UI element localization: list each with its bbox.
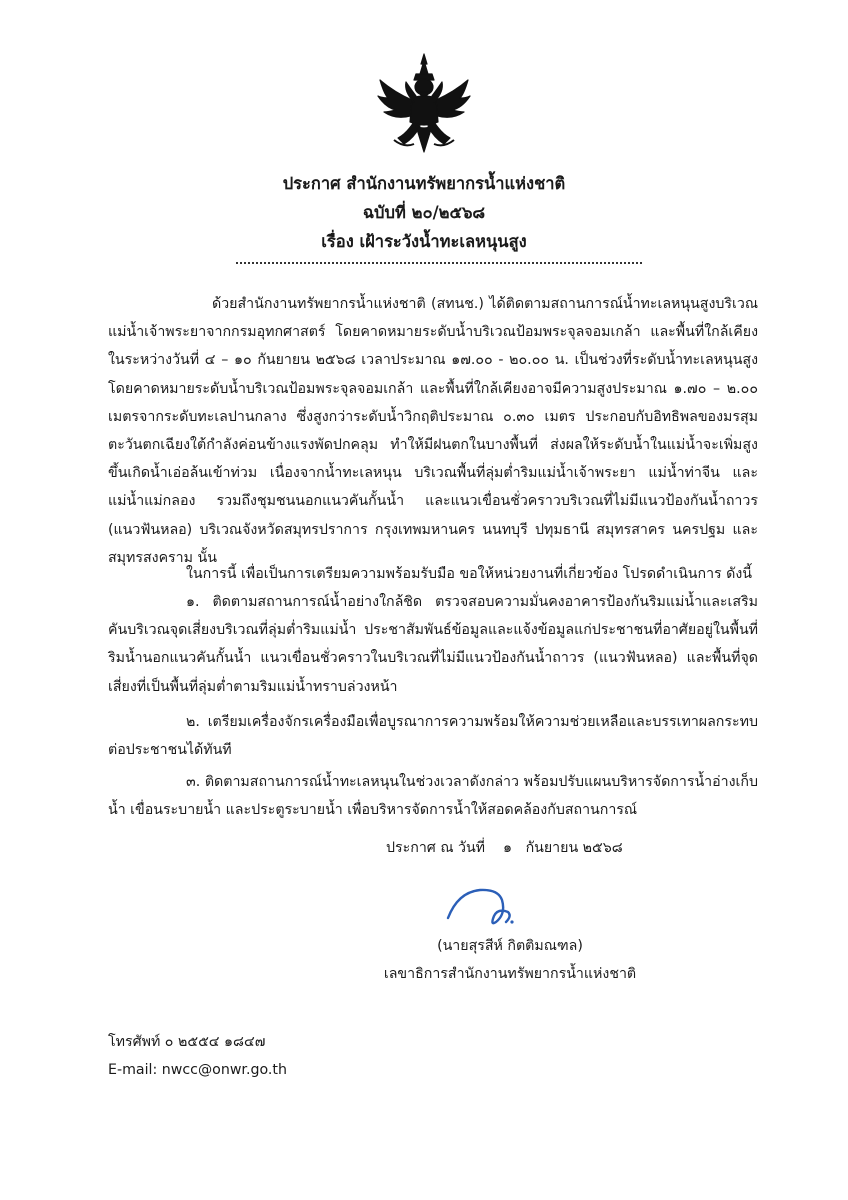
body-paragraph-2: ในการนี้ เพื่อเป็นการเตรียมความพร้อมรับมือ ขอให้หน่วยงานที่เกี่ยวข้อง โปรดดำเนินการ ดังนี้ <box>186 566 753 582</box>
contact-email[interactable]: E-mail: nwcc@onwr.go.th <box>108 1062 287 1078</box>
body-paragraph-1: ด้วยสำนักงานทรัพยากรน้ำแห่งชาติ (สทนช.) ได้ติดตามสถานการณ์น้ำทะเลหนุนสูงบริเวณแม่น้ำเจ้าพระยาจากกรมอุทกศาสตร์ โดยคาดหมายระดับน้ำบริเวณป้อมพระจุลจอมเกล้า และพื้นที่ใกล้เคียงในระหว่างวันที่ ๔ – ๑๐ กันยายน ๒๕๖๘ เวลาประมาณ ๑๗.๐๐ - ๒๐.๐๐ น. เป็นช่วงที่ระดับน้ำทะเลหนุนสูงโดยคาดหมายระดับน้ำบริเวณป้อมพระจุลจอมเกล้า และพื้นที่ใกล้เคียงอาจมีความสูงประมาณ ๑.๗๐ – ๒.๐๐ เมตรจากระดับทะเลปานกลาง ซึ่งสูงกว่าระดับน้ำวิกฤติประมาณ ๐.๓๐ เมตร ประกอบกับอิทธิพลของมรสุมตะวันตกเฉียงใต้กำลังค่อนข้างแรงพัดปกคลุม ทำให้มีฝนตกในบางพื้นที่ ส่งผลให้ระดับน้ำในแม่น้ำจะเพิ่มสูงขึ้นเกิดน้ำเอ่อล้นเข้าท่วม เนื่องจากน้ำทะเลหนุน บริเวณพื้นที่ลุ่มต่ำริมแม่น้ำเจ้าพระยา แม่น้ำท่าจีน และแม่น้ำแม่กลอง รวมถึงชุมชนนอกแนวคันกั้นน้ำ และแนวเขื่อนชั่วคราวบริเวณที่ไม่มีแนวป้องกันน้ำถาวร (แนวฟันหลอ) บริเวณจังหวัดสมุทรปราการ กรุงเทพมหานคร นนทบุรี ปทุมธานี สมุทรสาคร นครปฐม และสมุทรสงคราม นั้น <box>108 296 758 566</box>
garuda-emblem-icon <box>374 52 474 160</box>
dotted-divider <box>236 262 642 264</box>
announcement-date: ประกาศ ณ วันที่ ๑ กันยายน ๒๕๖๘ <box>386 840 623 856</box>
announcement-subject: เรื่อง เฝ้าระวังน้ำทะเลหนุนสูง <box>321 232 527 251</box>
action-item-1: ๑. ติดตามสถานการณ์น้ำอย่างใกล้ชิด ตรวจสอบความมั่นคงอาคารป้องกันริมแม่น้ำและเสริมคันบริเวณจุดเสี่ยงบริเวณที่ลุ่มต่ำริมแม่น้ำ ประชาสัมพันธ์ข้อมูลและแจ้งข้อมูลแก่ประชาชนที่อาศัยอยู่ในพื้นที่ริมน้ำนอกแนวคันกั้นน้ำ แนวเขื่อนชั่วคราวในบริเวณที่ไม่มีแนวป้องกันน้ำถาวร (แนวฟันหลอ) และพื้นที่จุดเสี่ยงที่เป็นพื้นที่ลุ่มต่ำตามริมแม่น้ำทราบล่วงหน้า <box>108 594 758 695</box>
announcement-number: ฉบับที่ ๒๐/๒๕๖๘ <box>362 203 486 222</box>
handwritten-signature <box>440 878 560 934</box>
action-item-3: ๓. ติดตามสถานการณ์น้ำทะเลหนุนในช่วงเวลาดังกล่าว พร้อมปรับแผนบริหารจัดการน้ำอ่างเก็บน้ำ เขื่อนระบายน้ำ และประตูระบายน้ำ เพื่อบริหารจัดการน้ำให้สอดคล้องกับสถานการณ์ <box>108 774 758 819</box>
announcement-title: ประกาศ สำนักงานทรัพยากรน้ำแห่งชาติ <box>282 174 566 193</box>
action-item-2: ๒. เตรียมเครื่องจักรเครื่องมือเพื่อบูรณาการความพร้อมให้ความช่วยเหลือและบรรเทาผลกระทบต่อประชาชนได้ทันที <box>108 714 758 759</box>
contact-phone: โทรศัพท์ ๐ ๒๕๕๔ ๑๘๔๗ <box>108 1034 266 1050</box>
signer-title: เลขาธิการสำนักงานทรัพยากรน้ำแห่งชาติ <box>383 966 637 982</box>
signer-name: (นายสุรสีห์ กิตติมณฑล) <box>437 938 583 954</box>
